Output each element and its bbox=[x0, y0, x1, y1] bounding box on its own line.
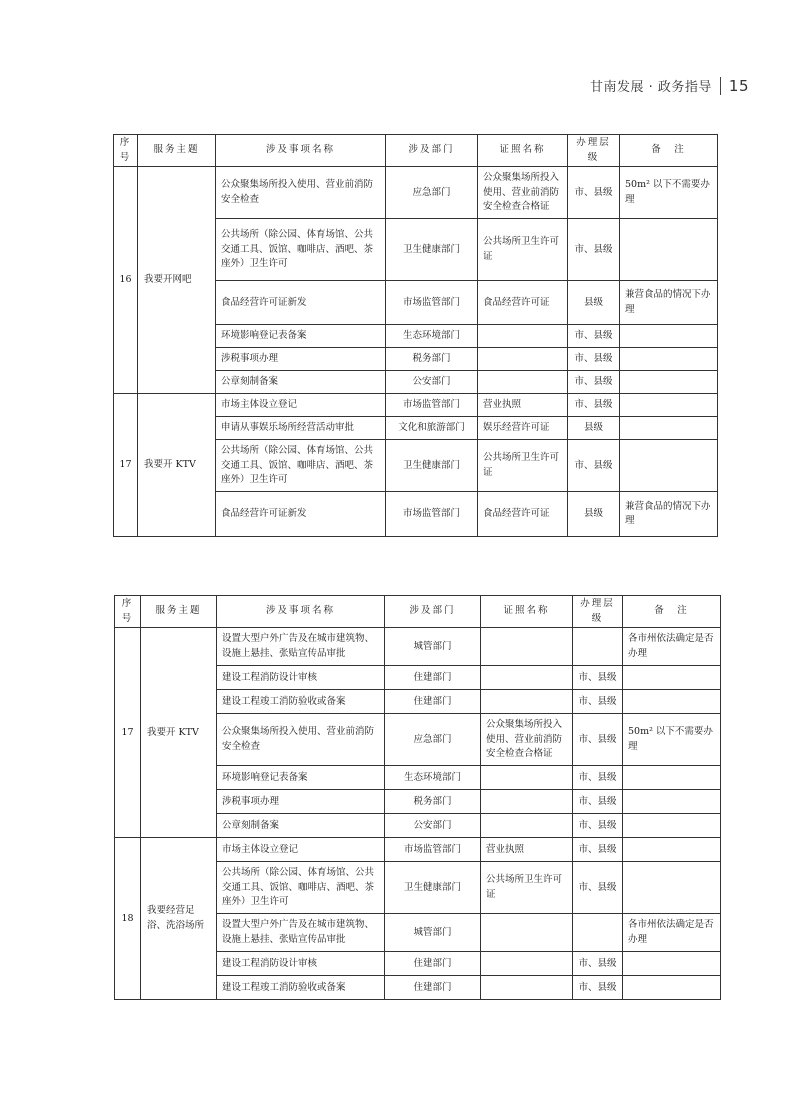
department: 卫生健康部门 bbox=[385, 862, 481, 914]
item-name: 涉税事项办理 bbox=[216, 348, 386, 371]
item-name: 建设工程竣工消防验收或备案 bbox=[217, 690, 385, 714]
item-name: 环境影响登记表备案 bbox=[217, 766, 385, 790]
certificate: 公众聚集场所投入使用、营业前消防安全检查合格证 bbox=[481, 714, 573, 766]
note bbox=[620, 394, 718, 417]
department: 市场监管部门 bbox=[386, 281, 478, 325]
department: 应急部门 bbox=[386, 167, 478, 219]
note bbox=[623, 814, 721, 838]
header-divider bbox=[720, 77, 721, 95]
col-header-index: 序号 bbox=[114, 135, 138, 167]
department: 税务部门 bbox=[386, 348, 478, 371]
item-name: 建设工程竣工消防验收或备案 bbox=[217, 976, 385, 1000]
department: 公安部门 bbox=[385, 814, 481, 838]
item-name: 涉税事项办理 bbox=[217, 790, 385, 814]
handling-level: 市、县级 bbox=[573, 838, 623, 862]
item-name: 设置大型户外广告及在城市建筑物、设施上悬挂、张贴宣传品审批 bbox=[217, 914, 385, 952]
note bbox=[623, 690, 721, 714]
service-theme: 我要开网吧 bbox=[138, 167, 216, 394]
certificate bbox=[481, 690, 573, 714]
department: 住建部门 bbox=[385, 976, 481, 1000]
certificate: 娱乐经营许可证 bbox=[478, 417, 568, 440]
certificate bbox=[481, 814, 573, 838]
note bbox=[623, 790, 721, 814]
item-name: 环境影响登记表备案 bbox=[216, 325, 386, 348]
note bbox=[623, 838, 721, 862]
handling-level: 市、县级 bbox=[568, 325, 620, 348]
table-header-row bbox=[114, 135, 718, 167]
col-header-item: 涉及事项名称 bbox=[217, 596, 385, 628]
handling-level: 市、县级 bbox=[568, 440, 620, 492]
note bbox=[620, 219, 718, 281]
item-name: 公章刻制备案 bbox=[216, 371, 386, 394]
col-header-theme: 服务主题 bbox=[138, 135, 216, 167]
handling-level: 县级 bbox=[568, 492, 620, 537]
note: 各市州依法确定是否办理 bbox=[623, 914, 721, 952]
handling-level bbox=[573, 914, 623, 952]
col-header-note: 备 注 bbox=[620, 135, 718, 167]
note bbox=[623, 666, 721, 690]
note bbox=[623, 976, 721, 1000]
certificate bbox=[481, 790, 573, 814]
col-header-item: 涉及事项名称 bbox=[216, 135, 386, 167]
handling-level: 市、县级 bbox=[573, 714, 623, 766]
handling-level: 市、县级 bbox=[568, 348, 620, 371]
page-number: 15 bbox=[728, 76, 749, 95]
note bbox=[623, 952, 721, 976]
handling-level: 市、县级 bbox=[573, 790, 623, 814]
handling-level: 市、县级 bbox=[568, 167, 620, 219]
item-name: 公共场所（除公园、体育场馆、公共交通工具、饭馆、咖啡店、酒吧、茶座外）卫生许可 bbox=[217, 862, 385, 914]
department: 卫生健康部门 bbox=[386, 219, 478, 281]
certificate: 公共场所卫生许可证 bbox=[478, 219, 568, 281]
handling-level: 市、县级 bbox=[568, 219, 620, 281]
page-header bbox=[590, 76, 749, 95]
department: 住建部门 bbox=[385, 690, 481, 714]
group-index: 17 bbox=[114, 394, 138, 537]
handling-level: 市、县级 bbox=[573, 814, 623, 838]
service-theme: 我要开 KTV bbox=[141, 628, 217, 838]
certificate bbox=[481, 976, 573, 1000]
handling-level: 市、县级 bbox=[573, 862, 623, 914]
handling-level: 县级 bbox=[568, 417, 620, 440]
handling-level bbox=[573, 628, 623, 666]
item-name: 建设工程消防设计审核 bbox=[217, 666, 385, 690]
service-theme: 我要经营足浴、洗浴场所 bbox=[141, 838, 217, 1000]
note: 兼营食品的情况下办理 bbox=[620, 281, 718, 325]
col-header-cert: 证照名称 bbox=[478, 135, 568, 167]
department: 市场监管部门 bbox=[386, 492, 478, 537]
handling-level: 市、县级 bbox=[573, 976, 623, 1000]
note bbox=[620, 348, 718, 371]
department: 卫生健康部门 bbox=[386, 440, 478, 492]
col-header-level: 办理层级 bbox=[568, 135, 620, 167]
table-row bbox=[115, 838, 721, 862]
certificate: 公众聚集场所投入使用、营业前消防安全检查合格证 bbox=[478, 167, 568, 219]
services-table-1 bbox=[113, 134, 718, 537]
handling-level: 市、县级 bbox=[568, 394, 620, 417]
item-name: 申请从事娱乐场所经营活动审批 bbox=[216, 417, 386, 440]
item-name: 公共场所（除公园、体育场馆、公共交通工具、饭馆、咖啡店、酒吧、茶座外）卫生许可 bbox=[216, 219, 386, 281]
department: 住建部门 bbox=[385, 952, 481, 976]
item-name: 食品经营许可证新发 bbox=[216, 281, 386, 325]
col-header-dept: 涉及部门 bbox=[385, 596, 481, 628]
col-header-index: 序号 bbox=[115, 596, 141, 628]
col-header-level: 办理层级 bbox=[573, 596, 623, 628]
note bbox=[620, 325, 718, 348]
certificate bbox=[481, 914, 573, 952]
department: 文化和旅游部门 bbox=[386, 417, 478, 440]
certificate bbox=[478, 371, 568, 394]
note bbox=[620, 371, 718, 394]
table-row bbox=[114, 394, 718, 417]
group-index: 18 bbox=[115, 838, 141, 1000]
col-header-cert: 证照名称 bbox=[481, 596, 573, 628]
certificate: 食品经营许可证 bbox=[478, 492, 568, 537]
col-header-theme: 服务主题 bbox=[141, 596, 217, 628]
department: 城管部门 bbox=[385, 628, 481, 666]
table-row bbox=[114, 167, 718, 219]
handling-level: 市、县级 bbox=[573, 766, 623, 790]
note: 50m² 以下不需要办理 bbox=[620, 167, 718, 219]
col-header-dept: 涉及部门 bbox=[386, 135, 478, 167]
services-table-2 bbox=[114, 595, 721, 1000]
department: 公安部门 bbox=[386, 371, 478, 394]
note bbox=[620, 417, 718, 440]
item-name: 建设工程消防设计审核 bbox=[217, 952, 385, 976]
service-theme: 我要开 KTV bbox=[138, 394, 216, 537]
table-row bbox=[115, 628, 721, 666]
certificate bbox=[481, 666, 573, 690]
note: 兼营食品的情况下办理 bbox=[620, 492, 718, 537]
note bbox=[620, 440, 718, 492]
note bbox=[623, 766, 721, 790]
item-name: 市场主体设立登记 bbox=[216, 394, 386, 417]
handling-level: 市、县级 bbox=[573, 952, 623, 976]
group-index: 16 bbox=[114, 167, 138, 394]
certificate bbox=[481, 766, 573, 790]
department: 市场监管部门 bbox=[385, 838, 481, 862]
handling-level: 市、县级 bbox=[568, 371, 620, 394]
certificate: 公共场所卫生许可证 bbox=[478, 440, 568, 492]
certificate: 公共场所卫生许可证 bbox=[481, 862, 573, 914]
item-name: 公众聚集场所投入使用、营业前消防安全检查 bbox=[216, 167, 386, 219]
note bbox=[623, 862, 721, 914]
col-header-note: 备 注 bbox=[623, 596, 721, 628]
department: 住建部门 bbox=[385, 666, 481, 690]
item-name: 市场主体设立登记 bbox=[217, 838, 385, 862]
certificate: 食品经营许可证 bbox=[478, 281, 568, 325]
department: 生态环境部门 bbox=[386, 325, 478, 348]
certificate: 营业执照 bbox=[481, 838, 573, 862]
department: 应急部门 bbox=[385, 714, 481, 766]
table-header-row bbox=[115, 596, 721, 628]
certificate: 营业执照 bbox=[478, 394, 568, 417]
publication-title: 甘南发展 · 政务指导 bbox=[590, 80, 712, 95]
item-name: 公众聚集场所投入使用、营业前消防安全检查 bbox=[217, 714, 385, 766]
note: 50m² 以下不需要办理 bbox=[623, 714, 721, 766]
department: 城管部门 bbox=[385, 914, 481, 952]
item-name: 食品经营许可证新发 bbox=[216, 492, 386, 537]
note: 各市州依法确定是否办理 bbox=[623, 628, 721, 666]
group-index: 17 bbox=[115, 628, 141, 838]
certificate bbox=[478, 325, 568, 348]
department: 生态环境部门 bbox=[385, 766, 481, 790]
certificate bbox=[481, 952, 573, 976]
item-name: 公章刻制备案 bbox=[217, 814, 385, 838]
item-name: 设置大型户外广告及在城市建筑物、设施上悬挂、张贴宣传品审批 bbox=[217, 628, 385, 666]
certificate bbox=[478, 348, 568, 371]
handling-level: 市、县级 bbox=[573, 690, 623, 714]
item-name: 公共场所（除公园、体育场馆、公共交通工具、饭馆、咖啡店、酒吧、茶座外）卫生许可 bbox=[216, 440, 386, 492]
department: 税务部门 bbox=[385, 790, 481, 814]
certificate bbox=[481, 628, 573, 666]
handling-level: 市、县级 bbox=[573, 666, 623, 690]
handling-level: 县级 bbox=[568, 281, 620, 325]
department: 市场监管部门 bbox=[386, 394, 478, 417]
